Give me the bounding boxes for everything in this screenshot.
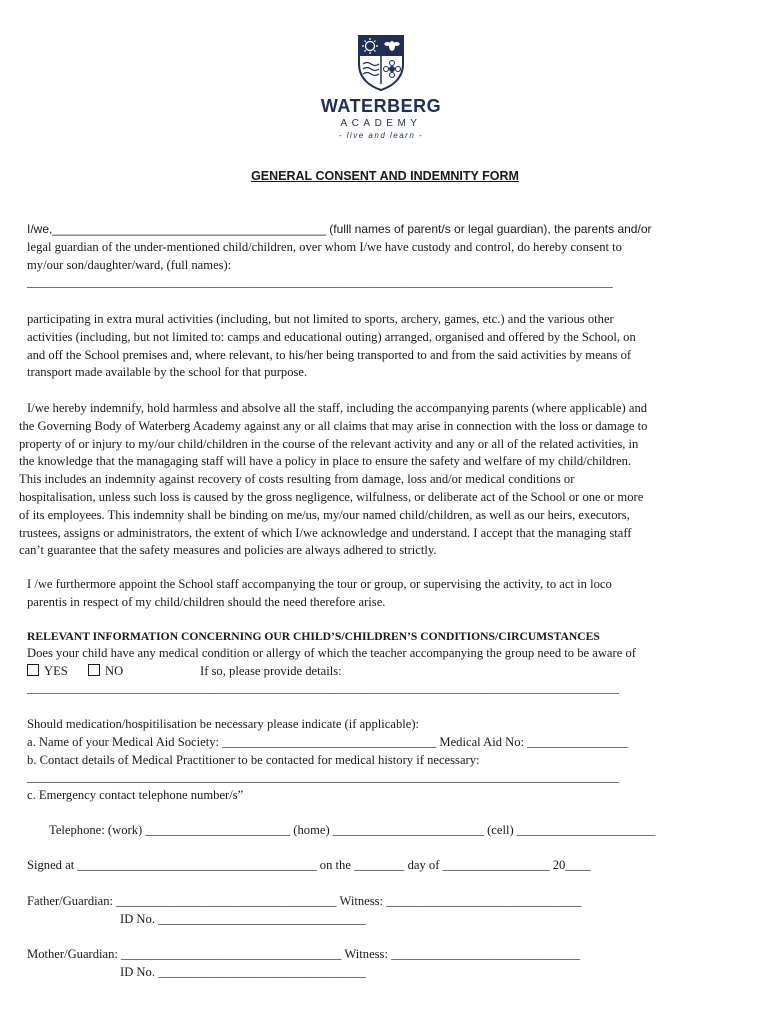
details-prompt: If so, please provide details: <box>200 664 342 678</box>
telephone-fields[interactable]: Telephone: (work) _______________________ (home) ________________________ (cell) ______________________ <box>49 823 656 837</box>
indemnity-line: property of or injury to my/our child/children in the course of the relevant activity and any or all of the related activities, in <box>19 436 639 451</box>
father-id-field[interactable]: ID No. _________________________________ <box>120 912 366 926</box>
medical-practitioner-prompt: b. Contact details of Medical Practitioner to be contacted for medical history if necessary: <box>27 753 480 767</box>
consent-paragraph <box>27 221 652 292</box>
yes-option[interactable] <box>27 663 68 680</box>
appointment-line: I /we furthermore appoint the School staff accompanying the tour or group, or supervising the activity, to act in loco <box>27 577 612 591</box>
school-subtitle: ACADEMY <box>340 118 422 129</box>
indemnity-line: I/we hereby indemnify, hold harmless and absolve all the staff, including the accompanying parents (where applicable) and <box>27 401 648 415</box>
no-checkbox[interactable] <box>88 664 100 676</box>
indemnity-line: of its employees. This indemnity shall be binding on me/us, my/our named child/children, as well as our heirs, executors, <box>19 507 630 522</box>
no-option[interactable] <box>88 663 123 680</box>
medical-intro: Should medication/hospitilisation be necessary please indicate (if applicable): <box>27 717 420 731</box>
indemnity-line: hospitalisation, unless such loss is caused by the gross negligence, wilfulness, or deliberate act of the School or one or more <box>19 489 644 504</box>
details-field[interactable]: ______________________________________________________________________________________________ <box>27 681 619 695</box>
school-crest-icon <box>357 34 405 92</box>
practitioner-details-field[interactable]: ______________________________________________________________________________________________ <box>27 770 619 784</box>
school-logo <box>311 34 451 144</box>
participation-line: transport made available by the school for that purpose. <box>27 365 308 380</box>
school-name: WATERBERG <box>320 96 442 116</box>
emergency-contact-label: c. Emergency contact telephone number/s” <box>27 788 244 802</box>
school-tagline: - live and learn - <box>338 131 424 140</box>
form-title: GENERAL CONSENT AND INDEMNITY FORM <box>251 169 519 183</box>
participation-line: activities (including, but not limited to: camps and educational outing) arranged, organised and offered by the School, on <box>27 329 636 344</box>
father-guardian-field[interactable]: Father/Guardian: ___________________________________ Witness: _______________________________ <box>27 894 582 908</box>
indemnity-line: the Governing Body of Waterberg Academy against any or all claims that may arise in connection with the loss or damage to <box>19 418 648 433</box>
appointment-paragraph <box>27 576 612 612</box>
child-names-line: _____________________________________________________________________________________________ <box>27 275 613 290</box>
relevant-info-heading: RELEVANT INFORMATION CONCERNING OUR CHILD’S/CHILDREN’S CONDITIONS/CIRCUMSTANCES <box>27 630 600 643</box>
consent-line: I/we,_________________________________________ (fulll names of parent/s or legal guardian), the parents and/or <box>27 222 652 236</box>
yes-label: YES <box>44 664 68 678</box>
signed-at-field[interactable]: Signed at ______________________________________ on the ________ day of _________________ 20____ <box>27 858 591 872</box>
medical-condition-question: Does your child have any medical condition or allergy of which the teacher accompanying the group need to be aware of <box>27 646 636 660</box>
participation-line: and off the School premises and, where relevant, to his/her being transported to and from the said activities by means of <box>27 347 632 362</box>
mother-guardian-field[interactable]: Mother/Guardian: ___________________________________ Witness: ______________________________ <box>27 947 581 961</box>
participation-line: participating in extra mural activities (including, but not limited to sports, archery, games, etc.) and the various other <box>27 312 614 326</box>
consent-line: legal guardian of the under-mentioned child/children, over whom I/we have custody and control, do hereby consent to <box>27 239 622 254</box>
consent-line: my/our son/daughter/ward, (full names): <box>27 257 232 272</box>
participation-paragraph <box>27 311 636 382</box>
mother-id-field[interactable]: ID No. _________________________________ <box>120 965 366 979</box>
indemnity-paragraph <box>19 400 647 560</box>
no-label: NO <box>105 664 124 678</box>
indemnity-line: can’t guarantee that the safety measures and policies are always adhered to strictly. <box>19 543 437 558</box>
indemnity-line: This includes an indemnity against recovery of costs resulting from damage, loss and/or medical conditions or <box>19 472 575 487</box>
yes-checkbox[interactable] <box>27 664 39 676</box>
indemnity-line: trustees, assigns or administrators, the extent of which I/we acknowledge and understand. I accept that the managing staff <box>19 525 632 540</box>
appointment-line: parentis in respect of my child/children should the need therefore arise. <box>27 594 386 609</box>
indemnity-line: the knowledge that the managaging staff will have a policy in place to ensure the safety and welfare of my child/children. <box>19 454 632 469</box>
medical-aid-field[interactable]: a. Name of your Medical Aid Society: __________________________________ Medical Aid No: ________________ <box>27 735 628 749</box>
